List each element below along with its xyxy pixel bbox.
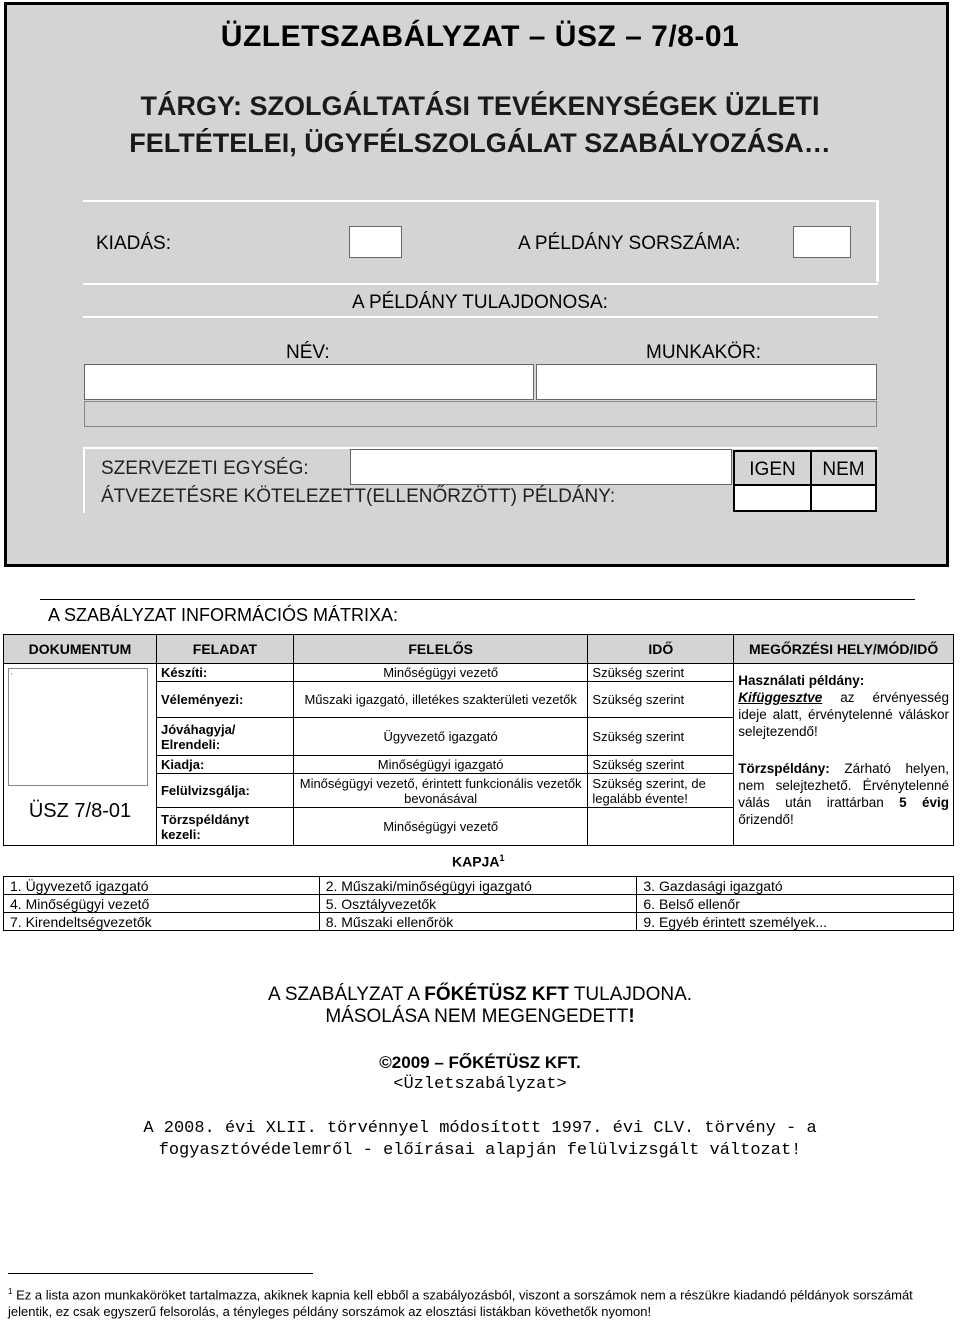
resp-cell: Minőségügyi igazgató: [293, 756, 588, 774]
doc-tag: <Üzletszabályzat>: [393, 1075, 567, 1094]
kapja-footnote-mark: 1: [499, 853, 505, 863]
kiadas-label: KIADÁS:: [96, 233, 171, 254]
kapja-item: 2. Műszaki/minőségügyi igazgató: [319, 877, 637, 895]
atvezetesre-label: ÁTVEZETÉSRE KÖTELEZETT(ELLENŐRZÖTT) PÉLDÁNY:: [101, 486, 616, 507]
document-subject: [0, 88, 960, 162]
doc-cell: [4, 664, 157, 846]
matrix-heading: A SZABÁLYZAT INFORMÁCIÓS MÁTRIXA:: [48, 605, 399, 625]
divider: [83, 283, 878, 285]
col-megorzes: MEGŐRZÉSI HELY/MÓD/IDŐ: [734, 635, 954, 664]
kiadas-field[interactable]: [349, 226, 402, 258]
ownership-text: TULAJDONA.: [568, 984, 693, 1005]
keep-usage: [738, 672, 949, 740]
munkakor-label: MUNKAKÖR:: [646, 342, 762, 363]
footnote-rule: [8, 1273, 313, 1274]
blank-row: [84, 401, 877, 427]
task-cell: Véleményezi:: [156, 682, 293, 718]
keep-master-bold: Törzspéldány:: [738, 761, 830, 776]
kapja-item: 7. Kirendeltségvezetők: [4, 913, 320, 931]
time-cell: [588, 808, 734, 846]
kapja-item: 9. Egyéb érintett személyek...: [637, 913, 954, 931]
resp-cell: Minőségügyi vezető: [293, 664, 588, 682]
nem-label: NEM: [822, 459, 865, 480]
resp-cell: Minőségügyi vezető, érintett funkcionális vezetők bevonásával: [293, 774, 588, 808]
time-cell: Szükség szerint, de legalább évente!: [588, 774, 734, 808]
nev-field[interactable]: [84, 364, 534, 400]
ownership-line-2: [0, 1006, 960, 1028]
szervezeti-field[interactable]: [350, 449, 732, 485]
kapja-item: 3. Gazdasági igazgató: [637, 877, 954, 895]
col-dokumentum: DOKUMENTUM: [4, 635, 157, 664]
ownership-text: MÁSOLÁSA NEM MEGENGEDETT: [325, 1006, 629, 1027]
keep-usage-bold: Használati példány:: [738, 673, 865, 688]
footnote: [8, 1283, 953, 1320]
copyright: ©2009 – FŐKÉTÜSZ KFT.: [379, 1053, 581, 1072]
task-cell: Törzspéldányt kezeli:: [156, 808, 293, 846]
resp-cell: Minőségügyi vezető: [293, 808, 588, 846]
kapja-item: 4. Minőségügyi vezető: [4, 895, 320, 913]
resp-cell: Ügyvezető igazgató: [293, 718, 588, 756]
keep-master: [738, 760, 949, 828]
munkakor-field[interactable]: [536, 364, 877, 400]
doc-thumbnail: ▪: [8, 668, 148, 786]
law-line-2: fogyasztóvédelemről - előírásai alapján felülvizsgált változat!: [158, 1141, 802, 1160]
ownership-text: A SZABÁLYZAT A: [267, 984, 425, 1005]
keep-master-text2: őrizendő!: [738, 812, 794, 827]
divider: [83, 316, 878, 318]
subject-line-2: FELTÉTELEI, ÜGYFÉLSZOLGÁLAT SZABÁLYOZÁSA…: [129, 128, 831, 158]
task-cell: Felülvizsgálja:: [156, 774, 293, 808]
keep-master-years: 5 évig: [899, 795, 949, 810]
rule-line: [40, 599, 915, 600]
col-feladat: FELADAT: [156, 635, 293, 664]
subject-line-1: TÁRGY: SZOLGÁLTATÁSI TEVÉKENYSÉGEK ÜZLETI: [140, 91, 820, 121]
kapja-item: 8. Műszaki ellenőrök: [319, 913, 637, 931]
time-cell: Szükség szerint: [588, 718, 734, 756]
tulajdonos-label: A PÉLDÁNY TULAJDONOSA:: [352, 292, 608, 313]
time-cell: Szükség szerint: [588, 664, 734, 682]
igen-checkbox[interactable]: [735, 486, 810, 510]
ownership-statement: [0, 984, 960, 1028]
info-matrix: [3, 634, 954, 846]
footnote-text: Ez a lista azon munkaköröket tartalmazza, akiknek kapnia kell ebből a szabályozásból, viszont a sorszámok nem a részükre kiadandó példányok sorszámát jelentik, ez csak egyszerű felsorolás, a tényleges példány sorszámok az elosztási listákban követhetők nyomon!: [8, 1287, 913, 1320]
col-ido: IDŐ: [588, 635, 734, 664]
nem-checkbox[interactable]: [812, 486, 875, 510]
ownership-exclaim: !: [628, 1006, 635, 1027]
kapja-item: 1. Ügyvezető igazgató: [4, 877, 320, 895]
task-cell: Jóváhagyja/ Elrendeli:: [156, 718, 293, 756]
kapja-item: 5. Osztályvezetők: [319, 895, 637, 913]
document-title: ÜZLETSZABÁLYZAT – ÜSZ – 7/8-01: [220, 20, 740, 53]
ownership-company: FŐKÉTÜSZ KFT: [424, 984, 569, 1005]
time-cell: Szükség szerint: [588, 756, 734, 774]
sorszam-label: A PÉLDÁNY SORSZÁMA:: [518, 233, 741, 254]
nev-label: NÉV:: [286, 342, 330, 363]
kapja-label: [452, 853, 504, 870]
ownership-line-1: [0, 984, 960, 1006]
szervezeti-label: SZERVEZETI EGYSÉG:: [101, 458, 309, 479]
task-cell: Kiadja:: [156, 756, 293, 774]
task-cell: Készíti:: [156, 664, 293, 682]
time-cell: Szükség szerint: [588, 682, 734, 718]
law-statement: [0, 1118, 960, 1162]
kapja-item: 6. Belső ellenőr: [637, 895, 954, 913]
kapja-table: [3, 876, 954, 931]
kapja-label-text: KAPJA: [452, 853, 500, 870]
igen-label: IGEN: [749, 459, 796, 480]
keep-usage-italic: Kifüggesztve: [738, 690, 823, 705]
keep-usage-text: az érvényesség ideje alatt, érvénytelenné váláskor selejtezendő!: [738, 690, 949, 739]
divider: [876, 200, 879, 282]
keep-cell: [734, 664, 954, 846]
law-line-1: A 2008. évi XLII. törvénnyel módosított 1997. évi CLV. törvény - a: [143, 1119, 817, 1138]
doc-code: ÜSZ 7/8-01: [28, 800, 132, 822]
col-felelos: FELELŐS: [293, 635, 588, 664]
keep-master-text: Zárható helyen, nem selejtezhető. Érvénytelenné válás után irattárban: [738, 761, 949, 810]
divider: [83, 200, 878, 202]
resp-cell: Műszaki igazgató, illetékes szakterületi vezetők: [293, 682, 588, 718]
footnote-mark: 1: [8, 1287, 13, 1296]
sorszam-field[interactable]: [793, 226, 851, 258]
